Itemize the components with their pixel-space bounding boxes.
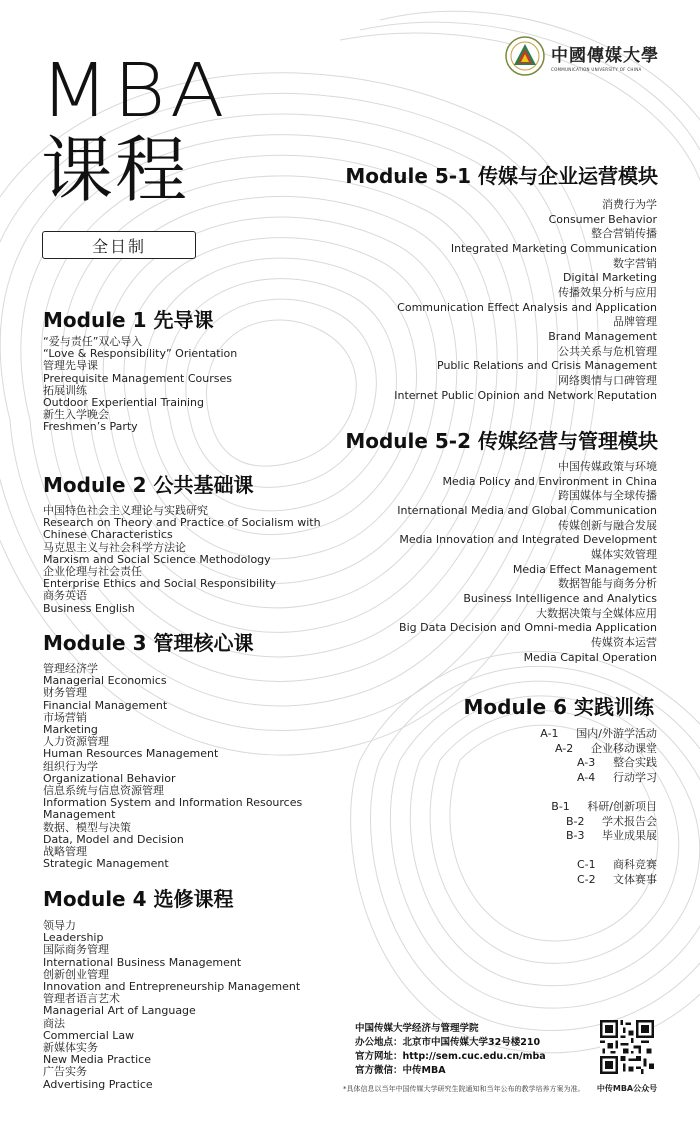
course-item: Leadership: [43, 931, 104, 945]
course-item: Information System and Information Resources: [43, 796, 303, 810]
practice-code: A-1: [540, 727, 559, 740]
practice-item: [551, 800, 657, 815]
course-item: 网络舆情与口碑管理: [558, 373, 657, 387]
course-item: Digital Marketing: [563, 271, 657, 285]
course-item: 领导力: [43, 919, 76, 932]
practice-code: B-1: [551, 800, 570, 813]
course-item: 马克思主义与社会科学方法论: [43, 540, 186, 554]
program-type-badge: 全日制: [42, 231, 196, 259]
course-item: Management: [43, 808, 116, 822]
contact-info: [355, 1022, 546, 1078]
practice-code: C-2: [577, 872, 596, 886]
course-item: 媒体实效管理: [591, 547, 657, 561]
course-item: Media Innovation and Integrated Development: [399, 533, 657, 547]
practice-code: B-2: [566, 814, 585, 828]
practice-label: 毕业成果展: [602, 829, 657, 842]
course-item: Strategic Management: [43, 857, 169, 871]
qr-code-label: 中传MBA公众号: [596, 1084, 658, 1093]
course-item: 战略管理: [43, 845, 87, 859]
practice-code: A-4: [577, 770, 596, 784]
contact-website[interactable]: 官方网址：http://sem.cuc.edu.cn/mba: [355, 1051, 546, 1062]
course-item: 拓展训练: [43, 383, 87, 397]
course-item: 传媒创新与融合发展: [558, 518, 657, 532]
course-item: Data, Model and Decision: [43, 832, 184, 846]
course-item: Internet Public Opinion and Network Reputation: [394, 388, 657, 402]
course-item: 财务管理: [43, 686, 87, 700]
course-item: 消费行为学: [602, 198, 657, 211]
practice-item: [551, 829, 657, 844]
course-item: Innovation and Entrepreneurship Management: [43, 980, 301, 994]
university-name-cn: 中國傳媒大學: [551, 45, 659, 66]
course-item: Business Intelligence and Analytics: [463, 591, 657, 605]
practice-code: B-3: [566, 829, 585, 842]
course-item: Media Effect Management: [512, 562, 657, 576]
course-item: Business English: [43, 601, 135, 615]
practice-item: [540, 771, 657, 786]
module-5-2-title: Module 5-2 传媒经营与管理模块: [345, 429, 658, 453]
module-4-list: [43, 920, 300, 1091]
module-1-title: Module 1 先导课: [43, 308, 214, 332]
university-emblem-icon: [505, 36, 545, 76]
practice-item: [577, 873, 657, 888]
module-6-group-c: [577, 858, 657, 887]
course-item: “Love & Responsibility” Orientation: [43, 347, 238, 361]
course-item: 市场营销: [43, 710, 87, 724]
university-name-en: COMMUNICATION UNIVERSITY OF CHINA: [551, 66, 642, 72]
course-item: 创新创业管理: [43, 967, 109, 981]
practice-label: 国内/外游学活动: [576, 727, 657, 740]
module-6-group-a: [540, 727, 657, 785]
course-item: Organizational Behavior: [43, 771, 176, 785]
course-item: 大数据决策与全媒体应用: [536, 606, 657, 620]
module-6-group-b: [551, 800, 657, 844]
practice-label: 学术报告会: [602, 814, 657, 828]
course-item: New Media Practice: [43, 1053, 151, 1067]
module-3-title: Module 3 管理核心课: [43, 631, 254, 655]
practice-item: [540, 727, 657, 742]
practice-label: 整合实践: [613, 756, 657, 769]
course-item: 商法: [43, 1016, 65, 1030]
course-item: Media Capital Operation: [523, 650, 657, 664]
course-item: 国际商务管理: [43, 943, 109, 957]
course-item: 数字营销: [613, 256, 657, 270]
module-3-list: [43, 663, 302, 870]
practice-label: 文体赛事: [613, 872, 657, 886]
course-item: 传播效果分析与应用: [558, 285, 657, 299]
practice-item: [540, 742, 657, 757]
course-item: Managerial Economics: [43, 674, 167, 688]
course-item: Commercial Law: [43, 1028, 135, 1042]
course-item: 商务英语: [43, 589, 87, 603]
course-item: 信息系统与信息资源管理: [43, 784, 164, 798]
module-2-list: [43, 505, 321, 615]
course-item: Marxism and Social Science Methodology: [43, 552, 271, 566]
practice-code: A-2: [555, 741, 574, 755]
university-logo: [505, 36, 659, 76]
course-item: Big Data Decision and Omni-media Application: [399, 621, 657, 635]
page-title-en: MBA: [40, 48, 229, 134]
course-item: Outdoor Experiential Training: [43, 396, 204, 410]
qr-code-icon: [600, 1020, 654, 1074]
practice-item: [540, 756, 657, 771]
course-item: Advertising Practice: [43, 1077, 153, 1091]
course-item: 跨国媒体与全球传播: [558, 489, 657, 503]
course-item: 中国传媒政策与环境: [558, 460, 657, 473]
course-item: Media Policy and Environment in China: [442, 474, 657, 488]
course-item: 数据智能与商务分析: [558, 577, 657, 591]
module-4-title: Module 4 选修课程: [43, 887, 234, 911]
course-item: Managerial Art of Language: [43, 1004, 196, 1018]
course-item: 整合营销传播: [591, 227, 657, 241]
course-item: Public Relations and Crisis Management: [437, 359, 657, 373]
course-item: 中国特色社会主义理论与实践研究: [43, 504, 208, 517]
course-item: Freshmen’s Party: [43, 420, 138, 434]
footnote: *具体信息以当年中国传媒大学研究生院通知和当年公布的教学培养方案为准。: [343, 1085, 585, 1093]
contact-address: 办公地点：北京市中国传媒大学32号楼210: [355, 1037, 541, 1048]
practice-label: 行动学习: [613, 770, 657, 784]
course-item: Human Resources Management: [43, 747, 219, 761]
course-item: Financial Management: [43, 698, 168, 712]
course-item: 新生入学晚会: [43, 408, 109, 422]
course-item: 品牌管理: [613, 315, 657, 329]
practice-item: [551, 815, 657, 830]
module-5-1-list: [394, 198, 657, 403]
course-item: 传媒资本运营: [591, 635, 657, 649]
course-item: Integrated Marketing Communication: [450, 241, 657, 255]
course-item: Research on Theory and Practice of Socialism with: [43, 516, 321, 530]
course-item: Consumer Behavior: [548, 212, 657, 226]
practice-label: 科研/创新项目: [587, 800, 657, 813]
course-item: 管理先导课: [43, 359, 98, 373]
course-item: Chinese Characteristics: [43, 528, 173, 542]
module-6-title: Module 6 实践训练: [463, 695, 654, 719]
course-item: “爱与责任”双心导入: [43, 335, 143, 348]
course-item: Enterprise Ethics and Social Responsibility: [43, 577, 277, 591]
course-item: 广告实务: [43, 1065, 87, 1079]
module-2-title: Module 2 公共基础课: [43, 473, 254, 497]
course-item: 人力资源管理: [43, 735, 109, 749]
course-item: 数据、模型与决策: [43, 820, 131, 834]
module-5-1-title: Module 5-1 传媒与企业运营模块: [345, 164, 658, 188]
course-item: Communication Effect Analysis and Application: [397, 300, 657, 314]
practice-label: 商科竞赛: [613, 858, 657, 871]
course-item: 公共关系与危机管理: [558, 344, 657, 358]
course-item: Brand Management: [548, 329, 657, 343]
module-1-list: [43, 336, 237, 434]
course-item: 组织行为学: [43, 759, 98, 773]
page-title-cn: 课程: [41, 128, 190, 212]
course-item: 企业伦理与社会责任: [43, 565, 142, 579]
course-item: 管理者语言艺术: [43, 992, 120, 1006]
course-item: 管理经济学: [43, 662, 98, 675]
practice-item: [577, 858, 657, 873]
practice-label: 企业移动课堂: [591, 741, 657, 755]
course-item: International Business Management: [43, 955, 242, 969]
contact-wechat: 官方微信：中传MBA: [355, 1065, 446, 1076]
practice-code: A-3: [577, 756, 596, 769]
course-item: International Media and Global Communication: [397, 503, 657, 517]
contact-school: 中国传媒大学经济与管理学院: [355, 1023, 479, 1034]
course-item: Marketing: [43, 723, 98, 737]
course-item: 新媒体实务: [43, 1041, 98, 1055]
course-item: Prerequisite Management Courses: [43, 371, 233, 385]
practice-code: C-1: [577, 858, 596, 871]
module-5-2-list: [397, 460, 657, 665]
